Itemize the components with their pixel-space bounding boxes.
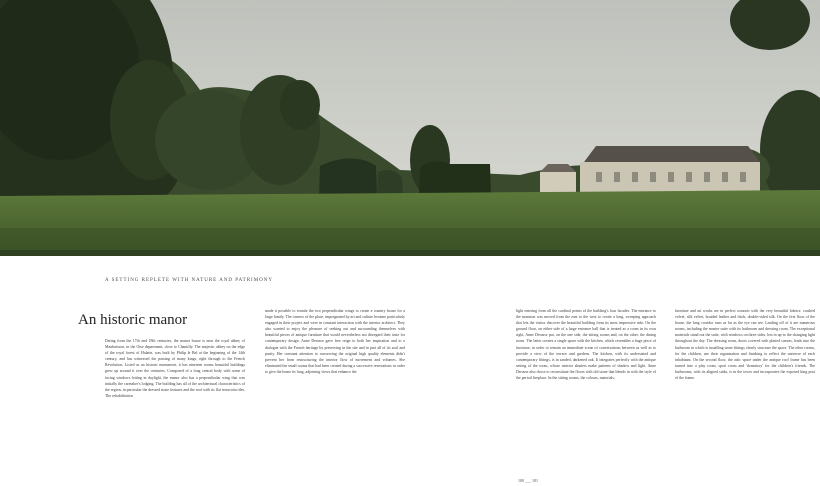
article-title: An historic manor — [78, 312, 188, 328]
body-paragraph: Dating from the 17th and 18th centuries, the manor house is near the royal abbey of Maubuisson, in the Oise department, close to Chantilly. The majestic abbey on the edge of the royal forest of Halatte, was built by Philip le Bel at the beginning of the 14th century, and has witnessed the passing of many kings, right through to the French Revolution. Listed as an historic monument, it has nineteen rooms beautiful buildings grew up around it over the centuries. Composed of a long central body with some of facing windows letting in daylight, the manor also has a perpendicular wing that was initially the caretaker's lodging. The building has all of the architectural characteristics of the region, in particular the dressed stone features and the roof with its flat terracotta tiles. The rehabilitation — [105, 339, 245, 398]
body-paragraph: made it possible to reunite the two perpendicular wings to create a country house for a large family. The owners of the place, impregnated by art and culture became particularly engaged in their project and were in constant interaction with the interior architect. They also wanted to enjoy the pleasure of seeking out and surrounding themselves with beautiful pieces of antique furniture that would nevertheless not disregard their taste for contemporary design. Anne Derasse gave free reign to both her inspiration and to a dialogue with the French heritage by preserving in the site and in part all of its soul and purity. Her constant attention to conserving the original high quality elements didn't prevent her from restructuring the interior flow of movement and volumes. She eliminated the small rooms that had been created during a successive renovations in order to give the home its long, adjoining views that enhance the — [265, 309, 405, 374]
text-column-4 — [675, 308, 815, 381]
text-column-1 — [105, 338, 245, 399]
section-label: A SETTING REPLETE WITH NATURE AND PATRIMONY — [105, 278, 273, 283]
text-column-3 — [516, 308, 656, 381]
text-column-2 — [265, 308, 405, 375]
body-paragraph: furniture and art works are in perfect osmosis with the very beautiful fabrics: crushed velvet, silk velvet, braided leather and thick, double-sided silk. On the first floor of the house, the long corridor runs as far as the eye can see. Leading off of it are numerous rooms, including the master suite with its bathroom and dressing room. The exceptional materials stand out the suite, with windows on three sides, lets in up-to the changing light throughout the day. The dressing room, doors covered with platted canvas, leads into the bathroom in which is installing stone fittings clearly structure the space. The other rooms, for the children, use their organisation and finishing to reflect the universe of each inhabitant. On the second floor, the attic space under the antique roof frame has been turned into a play room, sport room and 'dormitory' for the children's friends. The bathrooms, with its aligned sinks, is in the tower and incorporates the exposed king post of the frame. — [675, 309, 815, 381]
body-paragraph: light entering from all the cardinal points of the building's four facades. The entrance to the mansion was moved from the east to the west to create a long, sweeping approach that lets the visitor discover the beautiful building from its most impressive side. On the ground floor, on either side of a large entrance hall that is treated as a room in its own right, Anne Derasse put, on the one side, the sitting rooms and, on the other, the dining room. The latter creates a single space with the kitchen, which resembles a huge piece of furniture, in order to remain an immediate scene of conversations between as well as to provide a view of the terrace and gardens. The kitchen, with its understated and contemporary fittings, is in sanded, darkened oak. It integrates perfectly with the antique setting of the room, whose interior shutters make patterns of shadow and light. Anne Derasse also chose to reconstitute the floors with old stone that blends in with the style of the period fireplace. In the sitting rooms, the colours, materials, — [516, 309, 656, 381]
page-numbers: 180 ___ 181 — [518, 478, 538, 483]
